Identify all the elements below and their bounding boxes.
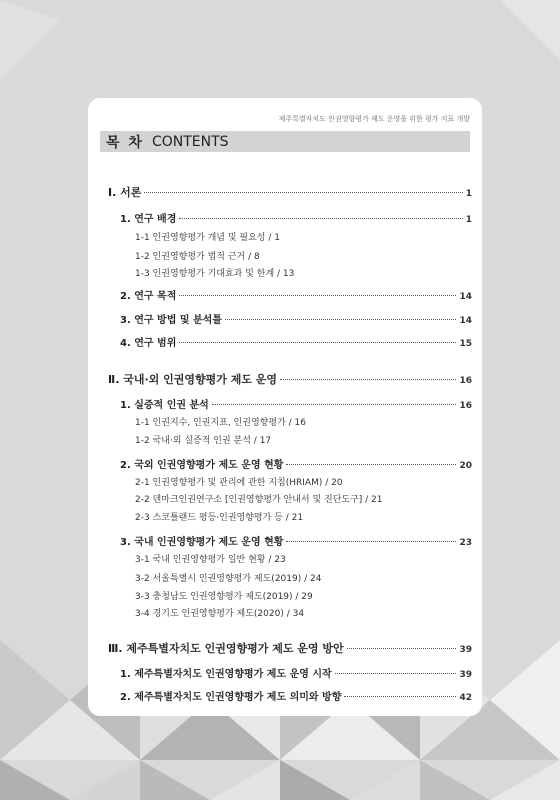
toc-subsection-2-3-3[interactable]: 3-3 충청남도 인권영향평가 제도(2019) / 29 [135,592,313,602]
toc-subsection-2-2-2[interactable]: 2-2 덴마크인권연구소 [인권영향평가 안내서 및 진단도구] / 21 [135,495,383,505]
toc-subsection-2-3-4[interactable]: 3-4 경기도 인권영향평가 제도(2020) / 34 [135,609,305,619]
toc-subsection-2-3-1[interactable]: 3-1 국내 인권영향평가 일반 현황 / 23 [135,555,286,565]
toc-section-1-3[interactable]: 3. 연구 방법 및 분석틀 14 [120,315,472,326]
toc-chapter-1[interactable]: Ⅰ. 서론 1 [108,186,472,199]
toc-subsection-2-2-3[interactable]: 2-3 스코틀랜드 평등·인권영향평가 등 / 21 [135,513,304,523]
toc-subsection-2-3-2[interactable]: 3-2 서울특별시 인권영향평가 제도(2019) / 24 [135,574,322,584]
toc-section-1-4[interactable]: 4. 연구 범위 15 [120,338,472,349]
toc-subsection-2-1-1[interactable]: 1-1 인권지수, 인권지표, 인권영향평가 / 16 [135,418,306,428]
toc-section-1-1[interactable]: 1. 연구 배경 1 [120,214,472,225]
dot-leader [280,379,456,380]
toc-card [88,98,482,716]
toc-chapter-2[interactable]: Ⅱ. 국내·외 인권영향평가 제도 운영 16 [108,373,472,386]
dot-leader [344,696,456,697]
title-english: CONTENTS [151,133,229,150]
toc-subsection-1-1-2[interactable]: 1-2 인권영향평가 법적 근거 / 8 [135,252,260,262]
dot-leader [225,319,457,320]
dot-leader [179,342,456,343]
toc-subsection-2-1-2[interactable]: 1-2 국내·외 실증적 인권 분석 / 17 [135,436,272,446]
toc-section-3-1[interactable]: 1. 제주특별자치도 인권영향평가 제도 운영 시작 39 [120,669,472,680]
dot-leader [286,541,456,542]
table-of-contents [88,98,482,716]
toc-section-2-2[interactable]: 2. 국외 인권영향평가 제도 운영 현황 20 [120,460,472,471]
dot-leader [179,295,456,296]
toc-chapter-3[interactable]: Ⅲ. 제주특별자치도 인권영향평가 제도 운영 방안 39 [108,642,472,655]
toc-section-2-3[interactable]: 3. 국내 인권영향평가 제도 운영 현황 23 [120,537,472,548]
toc-section-2-1[interactable]: 1. 실증적 인권 분석 16 [120,400,472,411]
dot-leader [347,648,457,649]
running-head: 제주특별자치도 인권영향평가 제도 운영을 위한 평가 지표 개발 [278,115,470,123]
dot-leader [335,673,457,674]
toc-section-1-2[interactable]: 2. 연구 목적 14 [120,291,472,302]
dot-leader [286,464,456,465]
toc-subsection-1-1-1[interactable]: 1-1 인권영향평가 개념 및 필요성 / 1 [135,233,280,243]
dot-leader [179,218,462,219]
dot-leader [212,404,457,405]
toc-subsection-2-2-1[interactable]: 2-1 인권영향평가 및 관리에 관한 지침(HRIAM) / 20 [135,478,343,488]
dot-leader [144,192,462,193]
toc-subsection-1-1-3[interactable]: 1-3 인권영향평가 기대효과 및 한계 / 13 [135,269,295,279]
toc-section-3-2[interactable]: 2. 제주특별자치도 인권영향평가 제도 의미와 방향 42 [120,692,472,703]
title-korean: 목 차 [106,134,144,151]
